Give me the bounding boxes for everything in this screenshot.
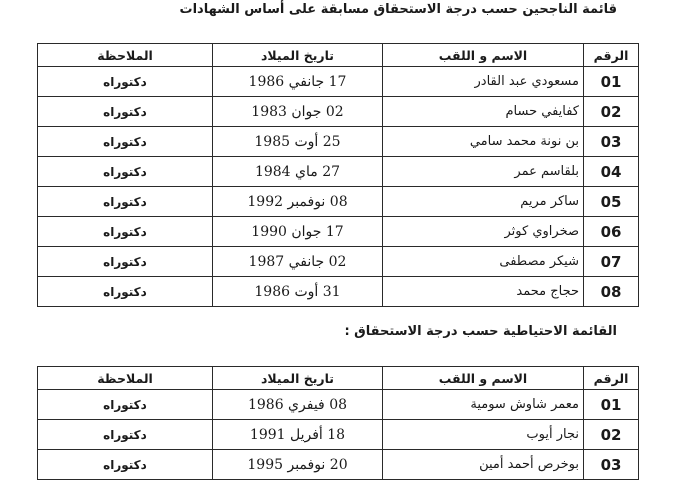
row-note: دكتوراه bbox=[38, 390, 213, 420]
row-num: 02 bbox=[584, 97, 639, 127]
row-note: دكتوراه bbox=[38, 127, 213, 157]
row-num: 04 bbox=[584, 157, 639, 187]
row-birth-date: 25 أوت 1985 bbox=[213, 127, 383, 157]
row-birth-date: 08 فيفري 1986 bbox=[213, 390, 383, 420]
table-row bbox=[38, 127, 639, 157]
header-name: الاسم و اللقب bbox=[383, 44, 584, 67]
row-num: 03 bbox=[584, 127, 639, 157]
table-row bbox=[38, 187, 639, 217]
row-note: دكتوراه bbox=[38, 97, 213, 127]
table-row bbox=[38, 390, 639, 420]
row-name: صخراوي كوثر bbox=[383, 217, 584, 247]
row-name: كفايفي حسام bbox=[383, 97, 584, 127]
table-header-row bbox=[38, 367, 639, 390]
row-num: 08 bbox=[584, 277, 639, 307]
row-note: دكتوراه bbox=[38, 247, 213, 277]
header-num: الرقم bbox=[584, 367, 639, 390]
row-name: حجاج محمد bbox=[383, 277, 584, 307]
header-note: الملاحظة bbox=[38, 367, 213, 390]
row-num: 03 bbox=[584, 450, 639, 480]
main-list-table bbox=[37, 43, 639, 307]
table-row bbox=[38, 247, 639, 277]
row-birth-date: 02 جانفي 1987 bbox=[213, 247, 383, 277]
table-row bbox=[38, 277, 639, 307]
row-num: 01 bbox=[584, 67, 639, 97]
row-note: دكتوراه bbox=[38, 420, 213, 450]
row-name: بوخرص أحمد أمين bbox=[383, 450, 584, 480]
row-note: دكتوراه bbox=[38, 157, 213, 187]
header-birth: تاريخ الميلاد bbox=[213, 44, 383, 67]
row-name: ساكر مريم bbox=[383, 187, 584, 217]
row-birth-date: 02 جوان 1983 bbox=[213, 97, 383, 127]
table-row bbox=[38, 67, 639, 97]
header-note: الملاحظة bbox=[38, 44, 213, 67]
header-birth: تاريخ الميلاد bbox=[213, 367, 383, 390]
row-birth-date: 18 أفريل 1991 bbox=[213, 420, 383, 450]
row-num: 06 bbox=[584, 217, 639, 247]
row-birth-date: 08 نوفمبر 1992 bbox=[213, 187, 383, 217]
table-row bbox=[38, 217, 639, 247]
row-name: مسعودي عبد القادر bbox=[383, 67, 584, 97]
row-num: 01 bbox=[584, 390, 639, 420]
row-note: دكتوراه bbox=[38, 187, 213, 217]
table-row bbox=[38, 97, 639, 127]
row-birth-date: 17 جوان 1990 bbox=[213, 217, 383, 247]
row-note: دكتوراه bbox=[38, 67, 213, 97]
row-birth-date: 27 ماي 1984 bbox=[213, 157, 383, 187]
row-name: بلقاسم عمر bbox=[383, 157, 584, 187]
header-num: الرقم bbox=[584, 44, 639, 67]
reserve-list-table bbox=[37, 366, 639, 480]
main-list-title: قائمة الناجحين حسب درجة الاستحقاق مسابقة على أساس الشهادات bbox=[179, 2, 617, 17]
reserve-list-title: القائمة الاحتياطية حسب درجة الاستحقاق : bbox=[344, 324, 617, 339]
row-num: 02 bbox=[584, 420, 639, 450]
table-row bbox=[38, 450, 639, 480]
row-note: دكتوراه bbox=[38, 217, 213, 247]
header-name: الاسم و اللقب bbox=[383, 367, 584, 390]
row-birth-date: 17 جانفي 1986 bbox=[213, 67, 383, 97]
row-name: بن نونة محمد سامي bbox=[383, 127, 584, 157]
row-num: 05 bbox=[584, 187, 639, 217]
row-name: نجار أيوب bbox=[383, 420, 584, 450]
table-row bbox=[38, 157, 639, 187]
row-note: دكتوراه bbox=[38, 277, 213, 307]
table-header-row bbox=[38, 44, 639, 67]
table-row bbox=[38, 420, 639, 450]
row-name: شيكر مصطفى bbox=[383, 247, 584, 277]
row-note: دكتوراه bbox=[38, 450, 213, 480]
row-num: 07 bbox=[584, 247, 639, 277]
row-birth-date: 20 نوفمبر 1995 bbox=[213, 450, 383, 480]
row-name: معمر شاوش سومية bbox=[383, 390, 584, 420]
row-birth-date: 31 أوت 1986 bbox=[213, 277, 383, 307]
